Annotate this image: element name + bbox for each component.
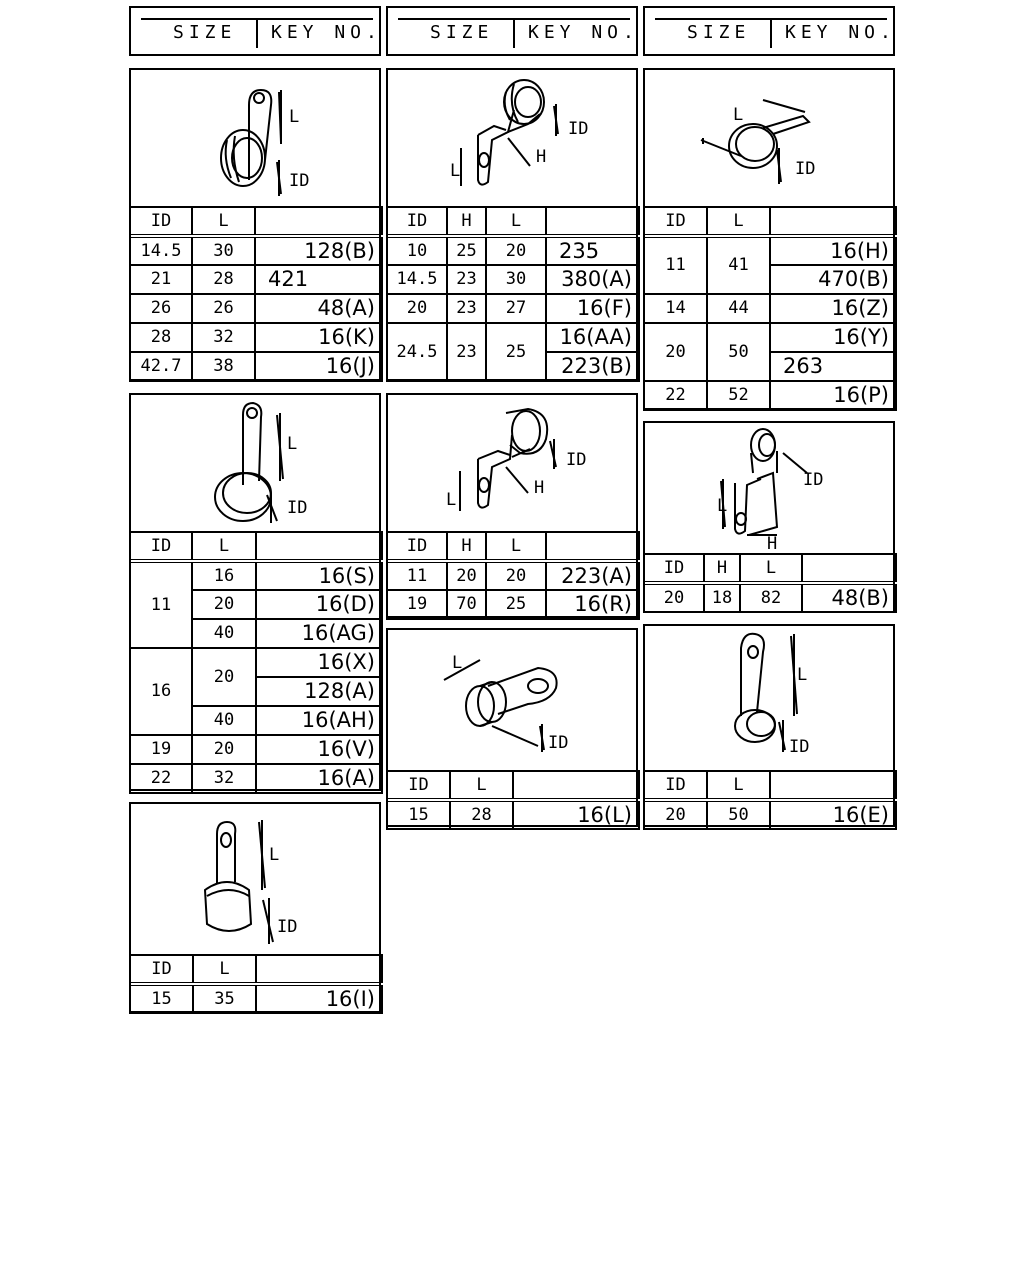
clamp-illustration bbox=[388, 70, 636, 208]
cell-key: 48(B) bbox=[802, 583, 896, 612]
col-key bbox=[513, 771, 639, 800]
dim-id: ID bbox=[566, 450, 587, 470]
col-key bbox=[770, 207, 896, 236]
col-id: ID bbox=[387, 771, 450, 800]
cell-key: 16(S) bbox=[256, 561, 382, 590]
clamp-illustration bbox=[131, 804, 379, 954]
cell-l: 50 bbox=[707, 323, 770, 381]
cell-l: 82 bbox=[740, 583, 802, 612]
clamp-panel-h bbox=[643, 624, 895, 827]
table-row bbox=[387, 294, 639, 323]
cell-id: 20 bbox=[644, 323, 707, 381]
dim-l: L bbox=[797, 665, 808, 685]
col-key bbox=[546, 207, 639, 236]
clamp-panel-f bbox=[643, 421, 895, 613]
clamp-panel-d bbox=[129, 393, 381, 791]
table-row bbox=[387, 265, 639, 294]
dim-l: L bbox=[450, 161, 461, 181]
cell-key: 16(Z) bbox=[770, 294, 896, 323]
table-row bbox=[130, 352, 382, 381]
cell-id: 19 bbox=[130, 735, 192, 764]
clamp-panel-b bbox=[386, 68, 638, 381]
dim-id: ID bbox=[548, 733, 569, 753]
cell-id: 19 bbox=[387, 590, 447, 619]
table-row bbox=[644, 583, 896, 612]
cell-key: 16(Y) bbox=[770, 323, 896, 352]
cell-l: 20 bbox=[486, 561, 546, 590]
clamp-illustration bbox=[645, 626, 893, 770]
clamp-illustration bbox=[388, 395, 636, 533]
col-id: ID bbox=[387, 207, 447, 236]
cell-id: 42.7 bbox=[130, 352, 192, 381]
cell-key: 16(X) bbox=[256, 648, 382, 677]
cell-key: 16(L) bbox=[513, 800, 639, 829]
cell-l: 44 bbox=[707, 294, 770, 323]
cell-id: 20 bbox=[387, 294, 447, 323]
table-row bbox=[644, 323, 896, 352]
cell-l: 30 bbox=[486, 265, 546, 294]
cell-key: 16(D) bbox=[256, 590, 382, 619]
clamp-illustration bbox=[388, 630, 636, 770]
col-l: L bbox=[193, 955, 256, 984]
clamp-panel-g bbox=[386, 628, 638, 827]
dim-id: ID bbox=[287, 498, 308, 518]
cell-key: 16(AG) bbox=[256, 619, 382, 648]
cell-key: 16(I) bbox=[256, 984, 382, 1013]
col-key bbox=[255, 207, 382, 236]
col-key bbox=[256, 532, 382, 561]
cell-h: 23 bbox=[447, 294, 486, 323]
cell-id: 10 bbox=[387, 236, 447, 265]
col-key bbox=[256, 955, 382, 984]
cell-id: 21 bbox=[130, 265, 192, 294]
col-h: H bbox=[447, 532, 486, 561]
cell-key: 16(R) bbox=[546, 590, 639, 619]
cell-key: 223(B) bbox=[546, 352, 639, 381]
table-row bbox=[130, 764, 382, 793]
col-id: ID bbox=[644, 207, 707, 236]
dim-l: L bbox=[287, 434, 298, 454]
clamp-illustration bbox=[645, 423, 893, 555]
dim-id: ID bbox=[568, 119, 589, 139]
cell-id: 14 bbox=[644, 294, 707, 323]
cell-id: 28 bbox=[130, 323, 192, 352]
cell-key: 235 bbox=[546, 236, 639, 265]
cell-l: 25 bbox=[486, 323, 546, 381]
cell-key: 263 bbox=[770, 352, 896, 381]
cell-l: 27 bbox=[486, 294, 546, 323]
cell-h: 18 bbox=[704, 583, 740, 612]
dim-h: H bbox=[767, 534, 778, 554]
dim-l: L bbox=[289, 107, 300, 127]
cell-id: 22 bbox=[130, 764, 192, 793]
cell-id: 14.5 bbox=[130, 236, 192, 265]
col-id: ID bbox=[130, 207, 192, 236]
col-key bbox=[802, 554, 896, 583]
cell-key: 16(H) bbox=[770, 236, 896, 265]
cell-id: 14.5 bbox=[387, 265, 447, 294]
cell-h: 23 bbox=[447, 323, 486, 381]
cell-key: 16(F) bbox=[546, 294, 639, 323]
cell-id: 26 bbox=[130, 294, 192, 323]
cell-key: 380(A) bbox=[546, 265, 639, 294]
cell-l: 40 bbox=[192, 619, 256, 648]
cell-id: 11 bbox=[130, 561, 192, 648]
col-h: H bbox=[447, 207, 486, 236]
table-row bbox=[644, 381, 896, 410]
cell-l: 20 bbox=[486, 236, 546, 265]
cell-l: 52 bbox=[707, 381, 770, 410]
cell-l: 41 bbox=[707, 236, 770, 294]
cell-id: 20 bbox=[644, 583, 704, 612]
table-row bbox=[130, 265, 382, 294]
size-keyno-header-1 bbox=[129, 6, 381, 56]
col-l: L bbox=[740, 554, 802, 583]
table-row bbox=[387, 590, 639, 619]
clamp-illustration bbox=[131, 395, 379, 533]
table-row bbox=[130, 648, 382, 677]
cell-h: 25 bbox=[447, 236, 486, 265]
cell-key: 421 bbox=[255, 265, 382, 294]
cell-key: 16(J) bbox=[255, 352, 382, 381]
table-row bbox=[130, 236, 382, 265]
cell-id: 15 bbox=[130, 984, 193, 1013]
keyno-header: KEY NO. bbox=[528, 22, 639, 43]
cell-key: 128(B) bbox=[255, 236, 382, 265]
cell-key: 16(K) bbox=[255, 323, 382, 352]
col-id: ID bbox=[644, 554, 704, 583]
cell-key: 16(AA) bbox=[546, 323, 639, 352]
dim-id: ID bbox=[789, 737, 810, 757]
cell-id: 11 bbox=[644, 236, 707, 294]
dim-id: ID bbox=[277, 917, 298, 937]
clamp-panel-i bbox=[129, 802, 381, 1013]
col-l: L bbox=[192, 532, 256, 561]
dim-id: ID bbox=[795, 159, 816, 179]
cell-l: 28 bbox=[192, 265, 255, 294]
cell-l: 30 bbox=[192, 236, 255, 265]
dim-h: H bbox=[536, 147, 547, 167]
table-row bbox=[130, 984, 382, 1013]
cell-l: 20 bbox=[192, 590, 256, 619]
dim-l: L bbox=[446, 490, 457, 510]
cell-id: 16 bbox=[130, 648, 192, 735]
cell-key: 128(A) bbox=[256, 677, 382, 706]
table-row bbox=[130, 561, 382, 590]
cell-key: 16(P) bbox=[770, 381, 896, 410]
cell-h: 70 bbox=[447, 590, 486, 619]
table-row bbox=[130, 323, 382, 352]
dim-h: H bbox=[534, 478, 545, 498]
col-id: ID bbox=[130, 955, 193, 984]
cell-key: 16(AH) bbox=[256, 706, 382, 735]
col-l: L bbox=[450, 771, 513, 800]
cell-id: 11 bbox=[387, 561, 447, 590]
table-row bbox=[644, 294, 896, 323]
cell-l: 35 bbox=[193, 984, 256, 1013]
cell-id: 15 bbox=[387, 800, 450, 829]
size-keyno-header-3 bbox=[643, 6, 895, 56]
cell-h: 23 bbox=[447, 265, 486, 294]
cell-key: 223(A) bbox=[546, 561, 639, 590]
cell-key: 470(B) bbox=[770, 265, 896, 294]
dim-id: ID bbox=[803, 470, 824, 490]
col-id: ID bbox=[387, 532, 447, 561]
size-keyno-header-2 bbox=[386, 6, 638, 56]
col-key bbox=[546, 532, 639, 561]
col-l: L bbox=[707, 207, 770, 236]
cell-id: 22 bbox=[644, 381, 707, 410]
cell-id: 24.5 bbox=[387, 323, 447, 381]
clamp-illustration bbox=[131, 70, 379, 208]
keyno-header: KEY NO. bbox=[271, 22, 382, 43]
cell-id: 20 bbox=[644, 800, 707, 829]
cell-l: 32 bbox=[192, 764, 256, 793]
clamp-panel-e bbox=[386, 393, 638, 618]
col-l: L bbox=[707, 771, 770, 800]
cell-l: 20 bbox=[192, 648, 256, 706]
cell-key: 16(E) bbox=[770, 800, 896, 829]
table-row bbox=[387, 236, 639, 265]
keyno-header: KEY NO. bbox=[785, 22, 896, 43]
dim-l: L bbox=[733, 105, 744, 125]
cell-key: 48(A) bbox=[255, 294, 382, 323]
table-row bbox=[130, 735, 382, 764]
size-header: SIZE bbox=[687, 22, 751, 43]
dim-l: L bbox=[269, 845, 280, 865]
table-row bbox=[644, 800, 896, 829]
col-l: L bbox=[192, 207, 255, 236]
size-header: SIZE bbox=[173, 22, 237, 43]
cell-l: 26 bbox=[192, 294, 255, 323]
cell-key: 16(V) bbox=[256, 735, 382, 764]
cell-l: 38 bbox=[192, 352, 255, 381]
col-key bbox=[770, 771, 896, 800]
dim-l: L bbox=[717, 496, 728, 516]
col-id: ID bbox=[130, 532, 192, 561]
clamp-panel-c bbox=[643, 68, 895, 410]
cell-l: 28 bbox=[450, 800, 513, 829]
cell-l: 20 bbox=[192, 735, 256, 764]
size-header: SIZE bbox=[430, 22, 494, 43]
cell-l: 40 bbox=[192, 706, 256, 735]
cell-h: 20 bbox=[447, 561, 486, 590]
dim-id: ID bbox=[289, 171, 310, 191]
clamp-illustration bbox=[645, 70, 893, 208]
dim-l: L bbox=[452, 653, 463, 673]
cell-l: 16 bbox=[192, 561, 256, 590]
table-row bbox=[387, 800, 639, 829]
col-l: L bbox=[486, 532, 546, 561]
table-row bbox=[387, 323, 639, 352]
col-h: H bbox=[704, 554, 740, 583]
cell-key: 16(A) bbox=[256, 764, 382, 793]
table-row bbox=[130, 294, 382, 323]
table-row bbox=[644, 236, 896, 265]
col-id: ID bbox=[644, 771, 707, 800]
cell-l: 25 bbox=[486, 590, 546, 619]
cell-l: 32 bbox=[192, 323, 255, 352]
clamp-panel-a bbox=[129, 68, 381, 381]
col-l: L bbox=[486, 207, 546, 236]
table-row bbox=[387, 561, 639, 590]
cell-l: 50 bbox=[707, 800, 770, 829]
